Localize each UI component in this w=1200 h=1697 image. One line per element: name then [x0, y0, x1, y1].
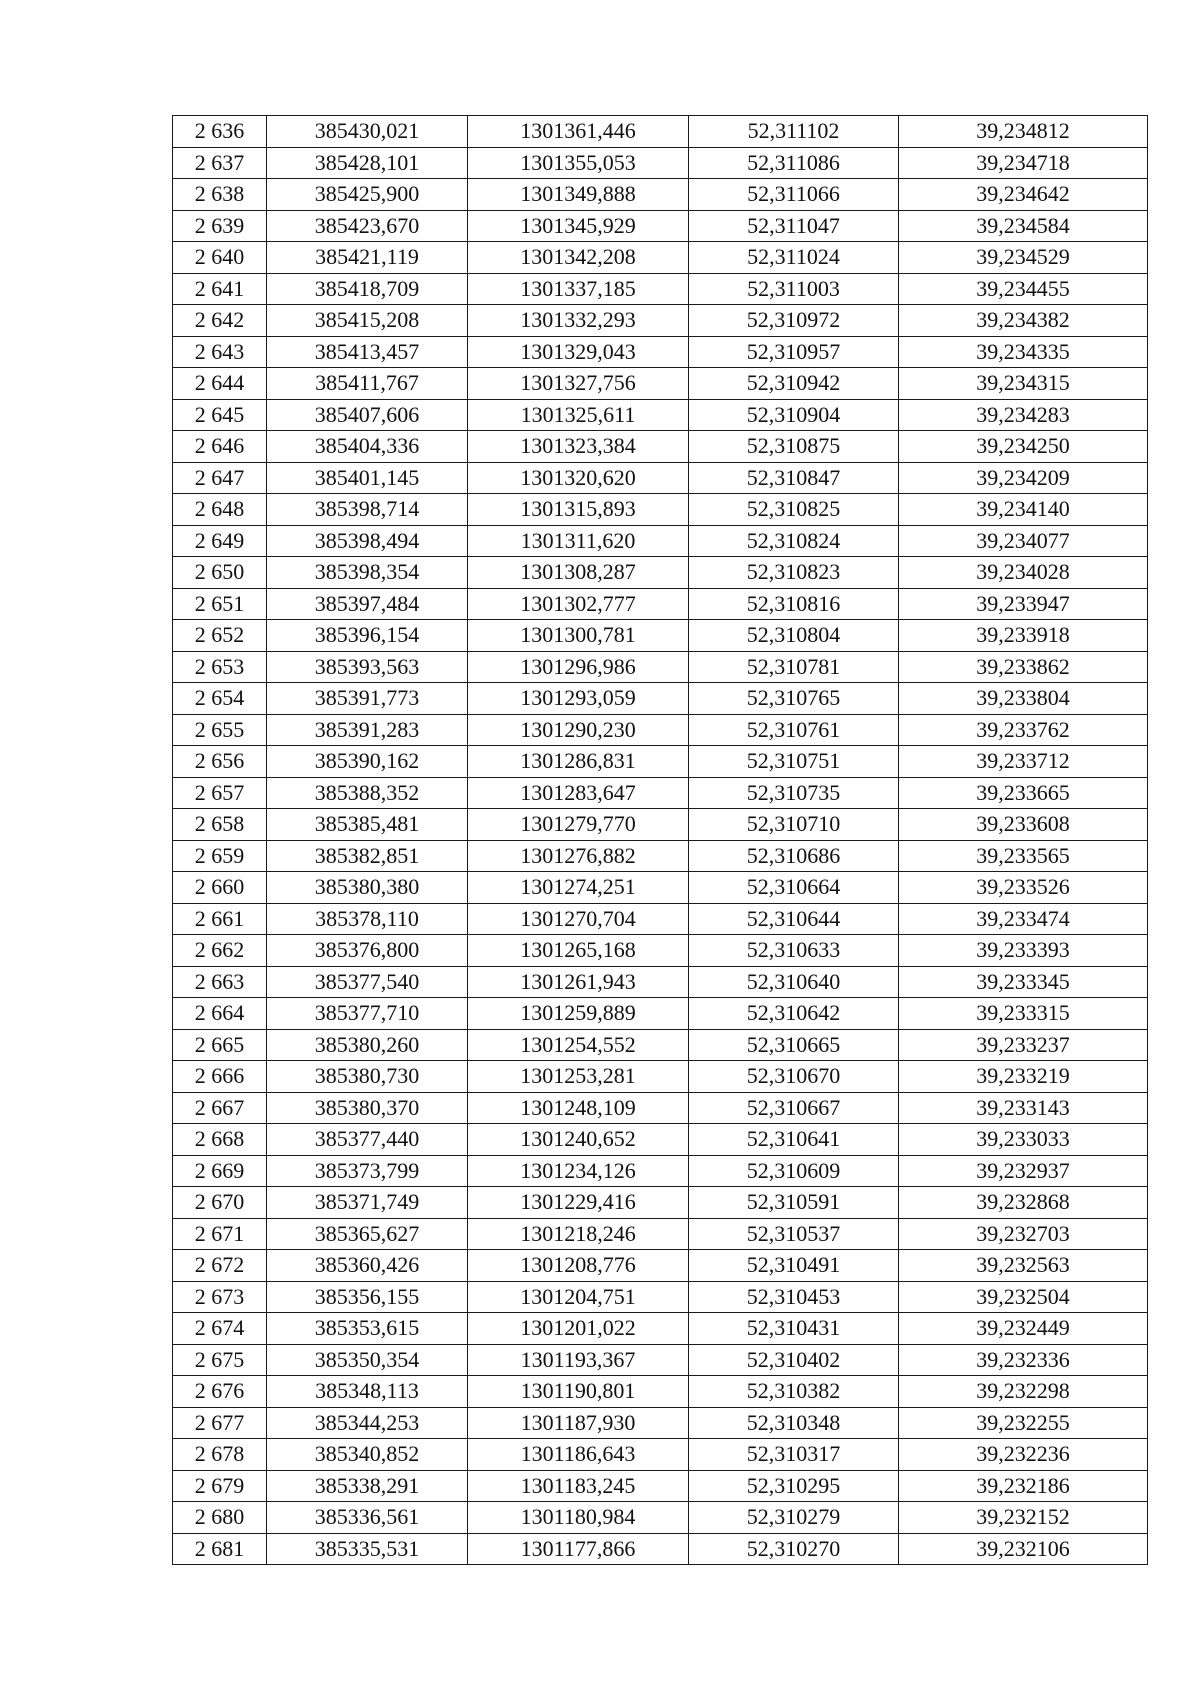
point-number-cell: 2 677	[173, 1407, 267, 1439]
y-coordinate-cell: 1301290,230	[468, 714, 689, 746]
y-coordinate-cell: 1301248,109	[468, 1092, 689, 1124]
point-number-cell: 2 649	[173, 525, 267, 557]
point-number-cell: 2 655	[173, 714, 267, 746]
point-number-cell: 2 653	[173, 651, 267, 683]
point-number-cell: 2 667	[173, 1092, 267, 1124]
latitude-cell: 52,310402	[689, 1344, 899, 1376]
y-coordinate-cell: 1301259,889	[468, 998, 689, 1030]
table-row	[173, 809, 1148, 841]
y-coordinate-cell: 1301279,770	[468, 809, 689, 841]
y-coordinate-cell: 1301183,245	[468, 1470, 689, 1502]
latitude-cell: 52,310823	[689, 557, 899, 589]
point-number-cell: 2 651	[173, 588, 267, 620]
table-row	[173, 1281, 1148, 1313]
table-row	[173, 1218, 1148, 1250]
latitude-cell: 52,310431	[689, 1313, 899, 1345]
point-number-cell: 2 666	[173, 1061, 267, 1093]
point-number-cell: 2 648	[173, 494, 267, 526]
latitude-cell: 52,310751	[689, 746, 899, 778]
longitude-cell: 39,234455	[899, 273, 1148, 305]
latitude-cell: 52,310904	[689, 399, 899, 431]
point-number-cell: 2 645	[173, 399, 267, 431]
latitude-cell: 52,310491	[689, 1250, 899, 1282]
longitude-cell: 39,234209	[899, 462, 1148, 494]
latitude-cell: 52,310781	[689, 651, 899, 683]
longitude-cell: 39,233862	[899, 651, 1148, 683]
longitude-cell: 39,234642	[899, 179, 1148, 211]
x-coordinate-cell: 385396,154	[267, 620, 468, 652]
x-coordinate-cell: 385350,354	[267, 1344, 468, 1376]
longitude-cell: 39,232298	[899, 1376, 1148, 1408]
latitude-cell: 52,310348	[689, 1407, 899, 1439]
y-coordinate-cell: 1301337,185	[468, 273, 689, 305]
table-row	[173, 1439, 1148, 1471]
point-number-cell: 2 662	[173, 935, 267, 967]
x-coordinate-cell: 385421,119	[267, 242, 468, 274]
y-coordinate-cell: 1301345,929	[468, 210, 689, 242]
point-number-cell: 2 646	[173, 431, 267, 463]
y-coordinate-cell: 1301327,756	[468, 368, 689, 400]
latitude-cell: 52,310317	[689, 1439, 899, 1471]
table-row	[173, 651, 1148, 683]
x-coordinate-cell: 385385,481	[267, 809, 468, 841]
table-row	[173, 840, 1148, 872]
table-row	[173, 903, 1148, 935]
longitude-cell: 39,233918	[899, 620, 1148, 652]
table-row	[173, 1061, 1148, 1093]
longitude-cell: 39,234529	[899, 242, 1148, 274]
latitude-cell: 52,310665	[689, 1029, 899, 1061]
table-row	[173, 1250, 1148, 1282]
table-row	[173, 336, 1148, 368]
table-row	[173, 620, 1148, 652]
latitude-cell: 52,310642	[689, 998, 899, 1030]
y-coordinate-cell: 1301293,059	[468, 683, 689, 715]
x-coordinate-cell: 385365,627	[267, 1218, 468, 1250]
table-row	[173, 462, 1148, 494]
latitude-cell: 52,310382	[689, 1376, 899, 1408]
y-coordinate-cell: 1301229,416	[468, 1187, 689, 1219]
x-coordinate-cell: 385335,531	[267, 1533, 468, 1565]
longitude-cell: 39,233345	[899, 966, 1148, 998]
point-number-cell: 2 670	[173, 1187, 267, 1219]
x-coordinate-cell: 385407,606	[267, 399, 468, 431]
table-row	[173, 431, 1148, 463]
x-coordinate-cell: 385413,457	[267, 336, 468, 368]
y-coordinate-cell: 1301329,043	[468, 336, 689, 368]
point-number-cell: 2 654	[173, 683, 267, 715]
y-coordinate-cell: 1301332,293	[468, 305, 689, 337]
x-coordinate-cell: 385398,494	[267, 525, 468, 557]
latitude-cell: 52,310664	[689, 872, 899, 904]
latitude-cell: 52,310453	[689, 1281, 899, 1313]
table-row	[173, 746, 1148, 778]
x-coordinate-cell: 385430,021	[267, 116, 468, 148]
point-number-cell: 2 644	[173, 368, 267, 400]
latitude-cell: 52,310609	[689, 1155, 899, 1187]
latitude-cell: 52,310686	[689, 840, 899, 872]
y-coordinate-cell: 1301240,652	[468, 1124, 689, 1156]
point-number-cell: 2 680	[173, 1502, 267, 1534]
latitude-cell: 52,311047	[689, 210, 899, 242]
latitude-cell: 52,310640	[689, 966, 899, 998]
x-coordinate-cell: 385390,162	[267, 746, 468, 778]
table-row	[173, 1470, 1148, 1502]
point-number-cell: 2 659	[173, 840, 267, 872]
latitude-cell: 52,310804	[689, 620, 899, 652]
x-coordinate-cell: 385336,561	[267, 1502, 468, 1534]
x-coordinate-cell: 385397,484	[267, 588, 468, 620]
y-coordinate-cell: 1301261,943	[468, 966, 689, 998]
longitude-cell: 39,232152	[899, 1502, 1148, 1534]
point-number-cell: 2 671	[173, 1218, 267, 1250]
longitude-cell: 39,232937	[899, 1155, 1148, 1187]
x-coordinate-cell: 385353,615	[267, 1313, 468, 1345]
table-row	[173, 242, 1148, 274]
table-row	[173, 777, 1148, 809]
point-number-cell: 2 678	[173, 1439, 267, 1471]
longitude-cell: 39,234335	[899, 336, 1148, 368]
longitude-cell: 39,233762	[899, 714, 1148, 746]
point-number-cell: 2 642	[173, 305, 267, 337]
table-row	[173, 1502, 1148, 1534]
table-row	[173, 1124, 1148, 1156]
latitude-cell: 52,311086	[689, 147, 899, 179]
y-coordinate-cell: 1301190,801	[468, 1376, 689, 1408]
table-row	[173, 683, 1148, 715]
y-coordinate-cell: 1301253,281	[468, 1061, 689, 1093]
table-row	[173, 210, 1148, 242]
y-coordinate-cell: 1301208,776	[468, 1250, 689, 1282]
latitude-cell: 52,310279	[689, 1502, 899, 1534]
y-coordinate-cell: 1301286,831	[468, 746, 689, 778]
y-coordinate-cell: 1301265,168	[468, 935, 689, 967]
x-coordinate-cell: 385380,380	[267, 872, 468, 904]
point-number-cell: 2 639	[173, 210, 267, 242]
point-number-cell: 2 658	[173, 809, 267, 841]
longitude-cell: 39,234812	[899, 116, 1148, 148]
longitude-cell: 39,233237	[899, 1029, 1148, 1061]
table-row	[173, 399, 1148, 431]
x-coordinate-cell: 385418,709	[267, 273, 468, 305]
x-coordinate-cell: 385404,336	[267, 431, 468, 463]
x-coordinate-cell: 385356,155	[267, 1281, 468, 1313]
point-number-cell: 2 656	[173, 746, 267, 778]
y-coordinate-cell: 1301218,246	[468, 1218, 689, 1250]
table-row	[173, 273, 1148, 305]
point-number-cell: 2 637	[173, 147, 267, 179]
y-coordinate-cell: 1301270,704	[468, 903, 689, 935]
table-row	[173, 1407, 1148, 1439]
point-number-cell: 2 660	[173, 872, 267, 904]
point-number-cell: 2 638	[173, 179, 267, 211]
x-coordinate-cell: 385393,563	[267, 651, 468, 683]
x-coordinate-cell: 385388,352	[267, 777, 468, 809]
y-coordinate-cell: 1301186,643	[468, 1439, 689, 1471]
table-row	[173, 1533, 1148, 1565]
x-coordinate-cell: 385380,730	[267, 1061, 468, 1093]
table-row	[173, 147, 1148, 179]
table-row	[173, 494, 1148, 526]
x-coordinate-cell: 385401,145	[267, 462, 468, 494]
y-coordinate-cell: 1301308,287	[468, 557, 689, 589]
table-row	[173, 714, 1148, 746]
latitude-cell: 52,310847	[689, 462, 899, 494]
longitude-cell: 39,232236	[899, 1439, 1148, 1471]
x-coordinate-cell: 385411,767	[267, 368, 468, 400]
longitude-cell: 39,232336	[899, 1344, 1148, 1376]
x-coordinate-cell: 385377,710	[267, 998, 468, 1030]
x-coordinate-cell: 385398,714	[267, 494, 468, 526]
longitude-cell: 39,233565	[899, 840, 1148, 872]
y-coordinate-cell: 1301254,552	[468, 1029, 689, 1061]
y-coordinate-cell: 1301300,781	[468, 620, 689, 652]
x-coordinate-cell: 385380,260	[267, 1029, 468, 1061]
point-number-cell: 2 647	[173, 462, 267, 494]
latitude-cell: 52,311102	[689, 116, 899, 148]
longitude-cell: 39,234584	[899, 210, 1148, 242]
table-row	[173, 1187, 1148, 1219]
x-coordinate-cell: 385373,799	[267, 1155, 468, 1187]
point-number-cell: 2 663	[173, 966, 267, 998]
longitude-cell: 39,234283	[899, 399, 1148, 431]
table-row	[173, 179, 1148, 211]
y-coordinate-cell: 1301204,751	[468, 1281, 689, 1313]
point-number-cell: 2 652	[173, 620, 267, 652]
latitude-cell: 52,310735	[689, 777, 899, 809]
y-coordinate-cell: 1301180,984	[468, 1502, 689, 1534]
longitude-cell: 39,233393	[899, 935, 1148, 967]
y-coordinate-cell: 1301283,647	[468, 777, 689, 809]
x-coordinate-cell: 385415,208	[267, 305, 468, 337]
longitude-cell: 39,232504	[899, 1281, 1148, 1313]
x-coordinate-cell: 385391,773	[267, 683, 468, 715]
longitude-cell: 39,232106	[899, 1533, 1148, 1565]
point-number-cell: 2 676	[173, 1376, 267, 1408]
table-row	[173, 1344, 1148, 1376]
longitude-cell: 39,233474	[899, 903, 1148, 935]
y-coordinate-cell: 1301323,384	[468, 431, 689, 463]
y-coordinate-cell: 1301361,446	[468, 116, 689, 148]
longitude-cell: 39,234250	[899, 431, 1148, 463]
x-coordinate-cell: 385391,283	[267, 714, 468, 746]
y-coordinate-cell: 1301311,620	[468, 525, 689, 557]
longitude-cell: 39,233526	[899, 872, 1148, 904]
coordinates-table-body	[173, 116, 1148, 1565]
latitude-cell: 52,310670	[689, 1061, 899, 1093]
latitude-cell: 52,310270	[689, 1533, 899, 1565]
longitude-cell: 39,233712	[899, 746, 1148, 778]
longitude-cell: 39,233947	[899, 588, 1148, 620]
table-row	[173, 557, 1148, 589]
table-row	[173, 872, 1148, 904]
latitude-cell: 52,310641	[689, 1124, 899, 1156]
point-number-cell: 2 657	[173, 777, 267, 809]
latitude-cell: 52,310824	[689, 525, 899, 557]
latitude-cell: 52,310644	[689, 903, 899, 935]
x-coordinate-cell: 385344,253	[267, 1407, 468, 1439]
longitude-cell: 39,233315	[899, 998, 1148, 1030]
table-row	[173, 588, 1148, 620]
table-row	[173, 1313, 1148, 1345]
table-row	[173, 1029, 1148, 1061]
longitude-cell: 39,232255	[899, 1407, 1148, 1439]
longitude-cell: 39,232703	[899, 1218, 1148, 1250]
longitude-cell: 39,233219	[899, 1061, 1148, 1093]
point-number-cell: 2 640	[173, 242, 267, 274]
latitude-cell: 52,310765	[689, 683, 899, 715]
latitude-cell: 52,310761	[689, 714, 899, 746]
x-coordinate-cell: 385360,426	[267, 1250, 468, 1282]
point-number-cell: 2 675	[173, 1344, 267, 1376]
longitude-cell: 39,232449	[899, 1313, 1148, 1345]
y-coordinate-cell: 1301302,777	[468, 588, 689, 620]
point-number-cell: 2 673	[173, 1281, 267, 1313]
x-coordinate-cell: 385380,370	[267, 1092, 468, 1124]
x-coordinate-cell: 385376,800	[267, 935, 468, 967]
point-number-cell: 2 679	[173, 1470, 267, 1502]
y-coordinate-cell: 1301355,053	[468, 147, 689, 179]
longitude-cell: 39,234140	[899, 494, 1148, 526]
longitude-cell: 39,232868	[899, 1187, 1148, 1219]
y-coordinate-cell: 1301342,208	[468, 242, 689, 274]
latitude-cell: 52,310710	[689, 809, 899, 841]
table-row	[173, 368, 1148, 400]
point-number-cell: 2 669	[173, 1155, 267, 1187]
point-number-cell: 2 650	[173, 557, 267, 589]
x-coordinate-cell: 385338,291	[267, 1470, 468, 1502]
y-coordinate-cell: 1301315,893	[468, 494, 689, 526]
table-row	[173, 305, 1148, 337]
x-coordinate-cell: 385423,670	[267, 210, 468, 242]
y-coordinate-cell: 1301193,367	[468, 1344, 689, 1376]
y-coordinate-cell: 1301320,620	[468, 462, 689, 494]
longitude-cell: 39,232186	[899, 1470, 1148, 1502]
x-coordinate-cell: 385377,440	[267, 1124, 468, 1156]
y-coordinate-cell: 1301234,126	[468, 1155, 689, 1187]
longitude-cell: 39,233608	[899, 809, 1148, 841]
x-coordinate-cell: 385378,110	[267, 903, 468, 935]
y-coordinate-cell: 1301296,986	[468, 651, 689, 683]
longitude-cell: 39,234028	[899, 557, 1148, 589]
longitude-cell: 39,234382	[899, 305, 1148, 337]
x-coordinate-cell: 385340,852	[267, 1439, 468, 1471]
point-number-cell: 2 643	[173, 336, 267, 368]
y-coordinate-cell: 1301349,888	[468, 179, 689, 211]
latitude-cell: 52,310972	[689, 305, 899, 337]
y-coordinate-cell: 1301274,251	[468, 872, 689, 904]
table-row	[173, 1376, 1148, 1408]
table-row	[173, 525, 1148, 557]
y-coordinate-cell: 1301187,930	[468, 1407, 689, 1439]
point-number-cell: 2 661	[173, 903, 267, 935]
point-number-cell: 2 668	[173, 1124, 267, 1156]
x-coordinate-cell: 385348,113	[267, 1376, 468, 1408]
point-number-cell: 2 641	[173, 273, 267, 305]
point-number-cell: 2 665	[173, 1029, 267, 1061]
coordinates-table	[172, 115, 1148, 1565]
latitude-cell: 52,310957	[689, 336, 899, 368]
longitude-cell: 39,233033	[899, 1124, 1148, 1156]
point-number-cell: 2 664	[173, 998, 267, 1030]
latitude-cell: 52,310942	[689, 368, 899, 400]
latitude-cell: 52,310875	[689, 431, 899, 463]
table-row	[173, 966, 1148, 998]
y-coordinate-cell: 1301201,022	[468, 1313, 689, 1345]
y-coordinate-cell: 1301325,611	[468, 399, 689, 431]
longitude-cell: 39,233143	[899, 1092, 1148, 1124]
latitude-cell: 52,311003	[689, 273, 899, 305]
table-row	[173, 116, 1148, 148]
latitude-cell: 52,311066	[689, 179, 899, 211]
table-row	[173, 1155, 1148, 1187]
longitude-cell: 39,232563	[899, 1250, 1148, 1282]
x-coordinate-cell: 385371,749	[267, 1187, 468, 1219]
point-number-cell: 2 672	[173, 1250, 267, 1282]
table-row	[173, 998, 1148, 1030]
latitude-cell: 52,310295	[689, 1470, 899, 1502]
latitude-cell: 52,310591	[689, 1187, 899, 1219]
latitude-cell: 52,310816	[689, 588, 899, 620]
longitude-cell: 39,233804	[899, 683, 1148, 715]
table-row	[173, 935, 1148, 967]
longitude-cell: 39,234718	[899, 147, 1148, 179]
latitude-cell: 52,310667	[689, 1092, 899, 1124]
latitude-cell: 52,310633	[689, 935, 899, 967]
x-coordinate-cell: 385428,101	[267, 147, 468, 179]
latitude-cell: 52,310537	[689, 1218, 899, 1250]
longitude-cell: 39,234077	[899, 525, 1148, 557]
x-coordinate-cell: 385398,354	[267, 557, 468, 589]
point-number-cell: 2 674	[173, 1313, 267, 1345]
latitude-cell: 52,311024	[689, 242, 899, 274]
longitude-cell: 39,233665	[899, 777, 1148, 809]
x-coordinate-cell: 385425,900	[267, 179, 468, 211]
y-coordinate-cell: 1301276,882	[468, 840, 689, 872]
x-coordinate-cell: 385377,540	[267, 966, 468, 998]
point-number-cell: 2 636	[173, 116, 267, 148]
x-coordinate-cell: 385382,851	[267, 840, 468, 872]
longitude-cell: 39,234315	[899, 368, 1148, 400]
table-row	[173, 1092, 1148, 1124]
y-coordinate-cell: 1301177,866	[468, 1533, 689, 1565]
point-number-cell: 2 681	[173, 1533, 267, 1565]
latitude-cell: 52,310825	[689, 494, 899, 526]
